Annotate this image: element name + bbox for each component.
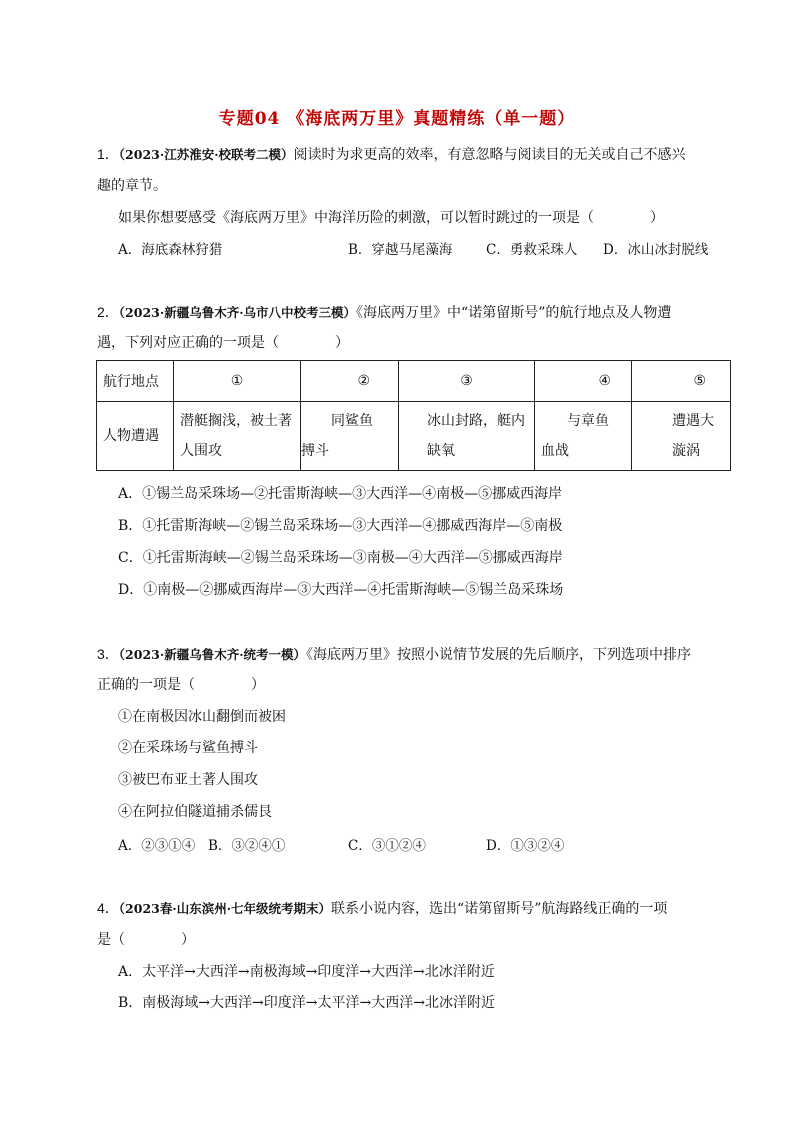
table-header-label: 航行地点 <box>97 361 174 402</box>
q1-stem-text: 阅读时为求更高的效率，有意忽略与阅读目的无关或自己不感兴 <box>293 147 686 163</box>
q3-options <box>118 834 758 854</box>
q2-option-a: A．①锡兰岛采珠场—②托雷斯海峡—③大西洋—④南极—⑤挪威西海岸 <box>118 486 563 502</box>
q2-stem-text: 《海底两万里》中“诺第留斯号”的航行地点及人物遭 <box>356 305 672 321</box>
table-col-4: ④ <box>535 361 632 402</box>
q1-option-d: D．冰山冰封脱线 <box>603 242 709 258</box>
q3-item-4: ④在阿拉伯隧道捕杀儒艮 <box>118 804 272 820</box>
table-cell-2-line-2: 搏斗 <box>301 443 329 459</box>
q1-option-c: C．勇救采珠人 <box>486 242 578 258</box>
q2-stem-text-2: 遇，下列对应正确的一项是（ <box>97 335 279 351</box>
table-col-3: ③ <box>399 361 535 402</box>
q2-option-c: C．①托雷斯海峡—②锡兰岛采珠场—③南极—④大西洋—⑤挪威西海岸 <box>118 550 563 566</box>
q4-stem-line-2 <box>97 930 195 950</box>
q3-stem-line-2 <box>97 675 265 695</box>
q1-prompt <box>118 208 664 228</box>
table-cell-3 <box>399 402 535 471</box>
q3-source: （2023·新疆乌鲁木齐·统考一模） <box>118 647 307 662</box>
table-cell-2-line-1: 同鲨鱼 <box>331 413 373 429</box>
q2-stem-end: ） <box>335 335 349 351</box>
table-col-1: ① <box>174 361 301 402</box>
table-cell-3-line-1: 冰山封路，艇内 <box>427 413 525 429</box>
table-cell-5-line-1: 遭遇大 <box>672 413 714 429</box>
q1-stem-line-1 <box>97 144 686 165</box>
q4-stem-end: ） <box>181 932 195 948</box>
q3-stem-end: ） <box>251 677 265 693</box>
table-cell-3-line-2: 缺氧 <box>427 443 455 459</box>
table-col-2: ② <box>301 361 399 402</box>
q1-source: （2023·江苏淮安·校联考二模） <box>118 147 294 162</box>
page-title: 专题04 《海底两万里》真题精练（单一题） <box>218 109 576 129</box>
q3-item-3: ③被巴布亚土著人围攻 <box>118 772 258 788</box>
q3-item-1: ①在南极因冰山翻倒而被困 <box>118 709 286 725</box>
q4-number: 4． <box>97 900 119 916</box>
table-cell-2 <box>301 402 399 471</box>
q4-source: （2023春·山东滨州·七年级统考期末） <box>118 901 332 916</box>
q2-source: （2023·新疆乌鲁木齐·乌市八中校考三模） <box>118 305 357 320</box>
q3-stem-line-1 <box>97 644 691 665</box>
q4-option-a: A．太平洋→大西洋→南极海域→印度洋→大西洋→北冰洋附近 <box>118 964 495 980</box>
q3-option-d: D．①③②④ <box>486 838 565 854</box>
voyage-sites-table <box>96 360 731 471</box>
q3-number: 3． <box>97 646 119 662</box>
q1-option-b: B．穿越马尾藻海 <box>348 242 453 258</box>
table-row-label: 人物遭遇 <box>97 402 174 471</box>
q2-number: 2． <box>97 304 119 320</box>
q3-item-2: ②在采珠场与鲨鱼搏斗 <box>118 740 258 756</box>
table-cell-4 <box>535 402 632 471</box>
q1-option-a: A．海底森林狩猎 <box>118 242 223 258</box>
q2-option-b: B．①托雷斯海峡—②锡兰岛采珠场—③大西洋—④挪威西海岸—⑤南极 <box>118 518 563 534</box>
q2-stem-line-1 <box>97 302 671 323</box>
q4-option-b: B．南极海域→大西洋→印度洋→太平洋→大西洋→北冰洋附近 <box>118 995 495 1011</box>
q2-option-d: D．①南极—②挪威西海岸—③大西洋—④托雷斯海峡—⑤锡兰岛采珠场 <box>118 582 564 598</box>
q1-options <box>118 238 758 258</box>
q3-option-c: C．③①②④ <box>348 838 426 854</box>
q2-stem-line-2 <box>97 333 349 353</box>
table-header-row <box>97 361 731 402</box>
q3-stem-text-2: 正确的一项是（ <box>97 677 195 693</box>
table-cell-5-line-2: 漩涡 <box>672 443 700 459</box>
table-cell-4-line-2: 血战 <box>541 443 569 459</box>
q4-stem-line-1 <box>97 898 667 919</box>
table-cell-5 <box>632 402 731 471</box>
q1-prompt-end: ） <box>650 210 664 226</box>
q4-stem-text-2: 是（ <box>97 932 125 948</box>
table-col-5: ⑤ <box>632 361 731 402</box>
table-cell-1-line-2: 人围攻 <box>180 443 222 459</box>
table-cell-1 <box>174 402 301 471</box>
q1-stem-line-2: 趣的章节。 <box>97 178 167 194</box>
q1-prompt-text: 如果你想要感受《海底两万里》中海洋历险的刺激，可以暂时跳过的一项是（ <box>118 210 594 226</box>
q3-stem-text: 《海底两万里》按照小说情节发展的先后顺序，下列选项中排序 <box>306 647 692 663</box>
table-cell-4-line-1: 与章鱼 <box>567 413 609 429</box>
table-cell-1-line-1: 潜艇搁浅，被土著 <box>180 413 292 429</box>
q4-stem-text: 联系小说内容，选出“诺第留斯号”航海路线正确的一项 <box>331 901 668 917</box>
q3-option-a: A．②③①④ <box>118 838 196 854</box>
q3-option-b: B．③②④① <box>208 838 286 854</box>
table-body-row <box>97 402 731 471</box>
q1-number: 1． <box>97 146 119 162</box>
